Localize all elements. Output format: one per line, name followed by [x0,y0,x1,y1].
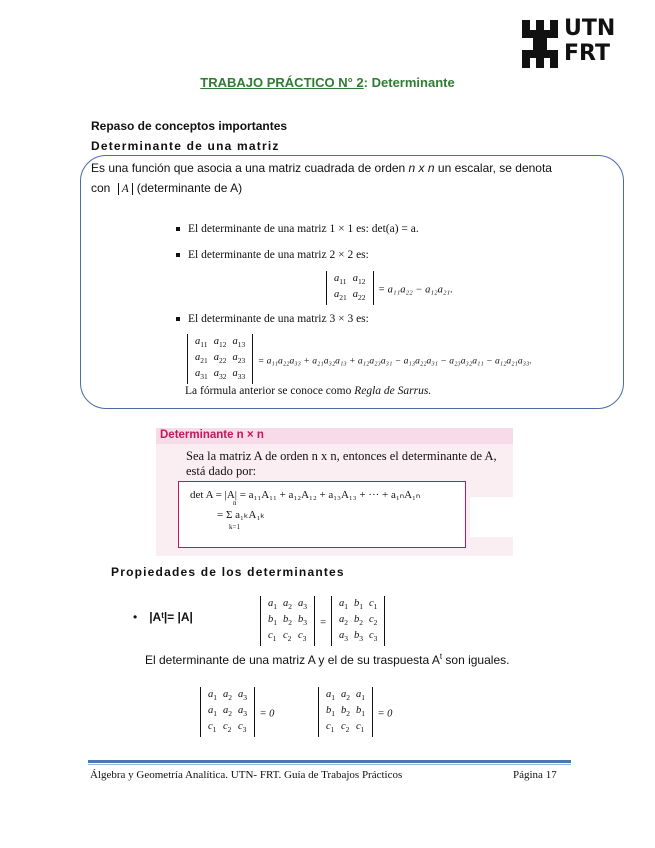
page-number: Página 17 [513,769,557,781]
properties-heading: Propiedades de los determinantes [111,565,345,579]
bullet-1x1: El determinante de una matriz 1 × 1 es: det(a) = a. [176,223,419,235]
det-2x2-formula: $a_{11}$ $a_{12}$ $a_{21}$ $a_{22}$ = a₁₁a₂₂ − a₁₂a₂₁. [326,271,453,305]
footer-text: Álgebra y Geometría Analítica. UTN- FRT. Guía de Trabajos Prácticos [90,769,403,781]
det-3x3-formula: $a_{11}$ $a_{12}$ $a_{13}$ $a_{21}$ $a_{22}$ $a_{23}$ $a_{31}$ $a_{32}$ $a_{33}$ = a₁₁a₂₂a₃₃ + a₂₁a₃₂a₁₃ + a₁₂a₂₃a₃₁ − a₁₃a₂₂a₃₁ − a₂₃a₃₂a₁₁ − a₁₂a₂₁a₃₃. [187,334,532,384]
matrix-a-transpose: $a_1$ $b_1$ $c_1$ $a_2$ $b_2$ $c_2$ $a_3$ $b_3$ $c_3$ [331,596,385,646]
section-subheading: Determinante de una matriz [91,139,280,153]
matrix-2x2: $a_{11}$ $a_{12}$ $a_{21}$ $a_{22}$ [326,271,374,305]
utn-frt-logo [520,14,640,74]
logo-text: UTN FRT [564,16,616,66]
intro-line-2: con A (determinante de A) [91,181,243,195]
matrix-3x3: $a_{11}$ $a_{12}$ $a_{13}$ $a_{21}$ $a_{22}$ $a_{23}$ $a_{31}$ $a_{32}$ $a_{33}$ [187,334,253,384]
property-transpose: • |Aᵗ|= |A| [133,610,193,624]
matrix-equal-cols: $a_1$ $a_2$ $a_1$ $b_1$ $b_2$ $b_1$ $c_1$ $c_2$ $c_1$ [318,687,373,737]
nxn-header: Determinante n × n [156,428,513,444]
transpose-equation: $a_1$ $a_2$ $a_3$ $b_1$ $b_2$ $b_3$ $c_1$ $c_2$ $c_3$ = $a_1$ $b_1$ $c_1$ $a_2$ $b_2$ $c_2$ $a_3$ $b_3$ $c_3$ [260,596,385,646]
footer-rule [88,760,571,763]
intro-line-1: Es una función que asocia a una matriz cuadrada de orden n x n un escalar, se denota [91,161,552,175]
nxn-text-2: está dado por: [186,464,257,478]
nxn-formula-1: det A = |A| = a₁₁A₁₁ + a₁₂A₁₂ + a₁₃A₁₃ + ··· + a₁ₙA₁ₙ [190,489,421,501]
nxn-text-1: Sea la matriz A de orden n x n, entonces el determinante de A, [186,449,497,463]
sarrus-note: La fórmula anterior se conoce como Regla de Sarrus. [185,385,432,397]
bullet-3x3: El determinante de una matriz 3 × 3 es: [176,313,369,325]
footer-rule-thin [88,764,571,765]
bullet-2x2: El determinante de una matriz 2 × 2 es: [176,249,369,261]
page-title: TRABAJO PRÁCTICO N° 2: Determinante [200,75,455,90]
zero-det-rows: $a_1$ $a_2$ $a_3$ $a_1$ $a_2$ $a_3$ $c_1$ $c_2$ $c_3$ = 0 [200,687,274,737]
utn-emblem-icon [520,18,560,70]
matrix-a: $a_1$ $a_2$ $a_3$ $b_1$ $b_2$ $b_3$ $c_1$ $c_2$ $c_3$ [260,596,315,646]
matrix-equal-rows: $a_1$ $a_2$ $a_3$ $a_1$ $a_2$ $a_3$ $c_1$ $c_2$ $c_3$ [200,687,255,737]
section-heading: Repaso de conceptos importantes [91,119,288,133]
zero-det-cols: $a_1$ $a_2$ $a_1$ $b_1$ $b_2$ $b_1$ $c_1$ $c_2$ $c_1$ = 0 [318,687,392,737]
nxn-formula-2: = Σ a₁ₖA₁ₖ n k=1 [217,499,265,531]
transpose-statement: El determinante de una matriz A y el de su traspuesta $A^t$ son iguales. [145,652,510,667]
nxn-white-block [470,497,513,537]
